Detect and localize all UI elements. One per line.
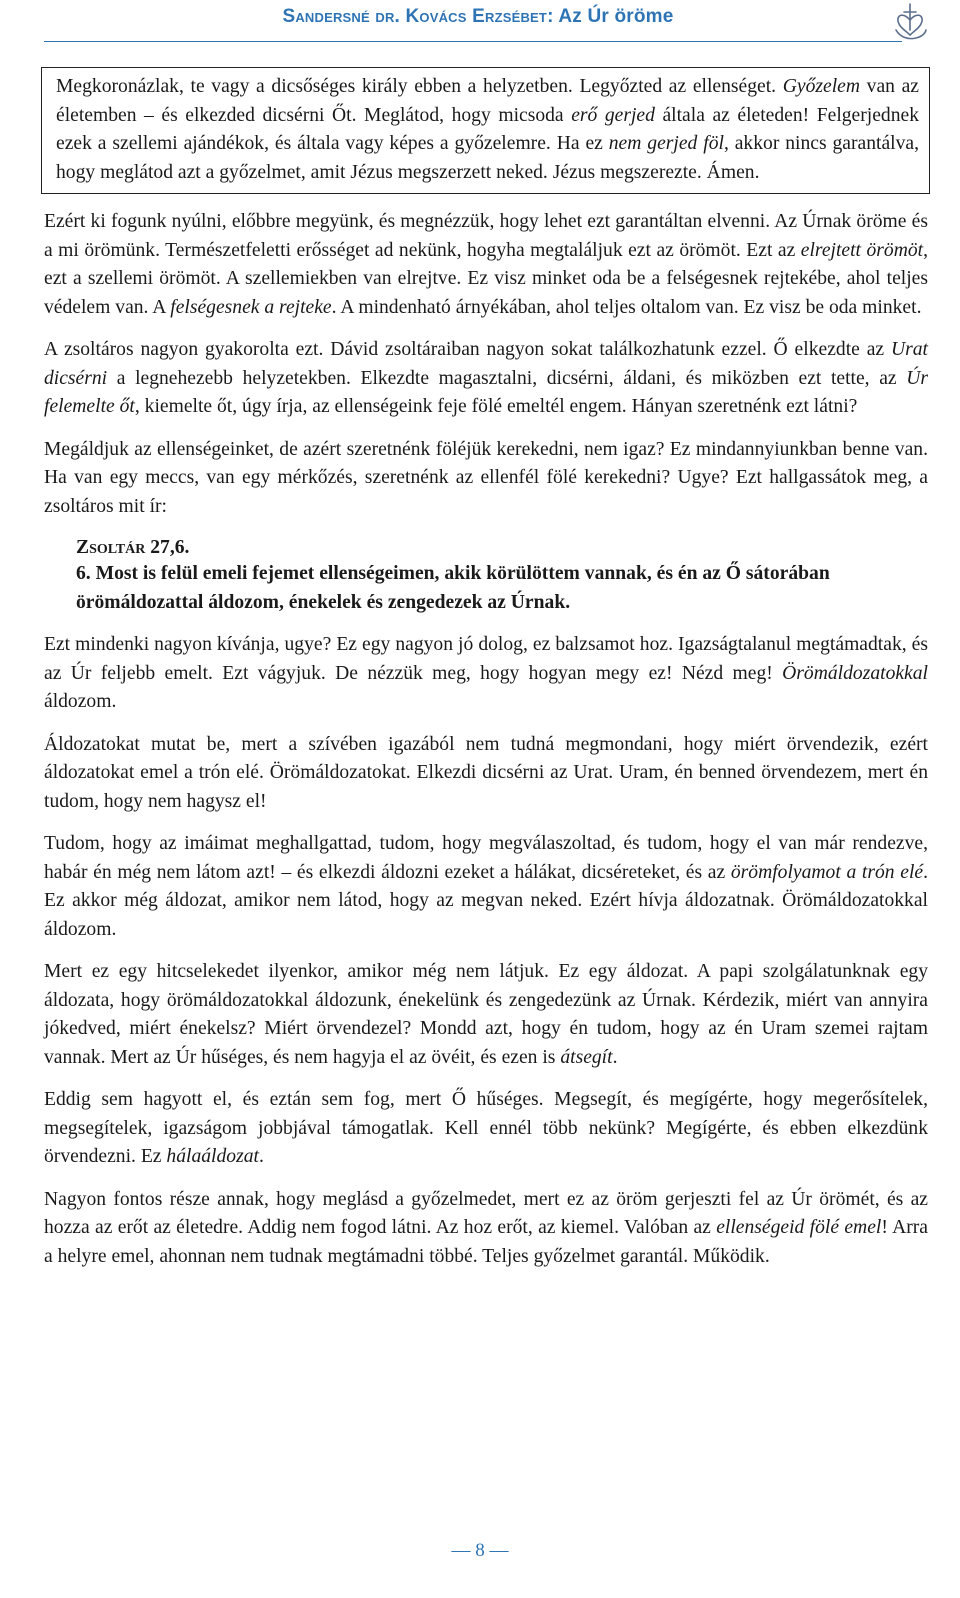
emphasis-run: erő gerjed	[571, 104, 655, 126]
text-run: ! Arra a helyre emel, ahonnan nem tudnak megtámadni többé. Teljes győzelmet garantál. Működik.	[44, 1217, 928, 1267]
text-run: Ezért ki fogunk nyúlni, előbbre megyünk, és megnézzük, hogy lehet ezt garantáltan elvenni. Az Úrnak öröme és a mi örömünk. Természetfeletti erősséget ad nekünk, hogyha megtaláljuk ezt az örömöt. Ezt az	[44, 211, 928, 261]
paragraph	[44, 336, 928, 422]
running-title	[258, 6, 698, 28]
text-run: Megáldjuk az ellenségeinket, de azért szeretnénk föléjük kerekedni, nem igaz? Ez mindannyiunkban benne van. Ha van egy meccs, van egy mérkőzés, szeretnénk az ellenfél fölé kerekedni? Ugye? Ezt hallgassátok meg, a zsoltáros mit ír:	[44, 438, 928, 517]
paragraph-group-1	[44, 208, 928, 521]
paragraph	[44, 1086, 928, 1172]
text-run: .	[612, 1046, 618, 1068]
emphasis-run: átsegít	[560, 1046, 613, 1068]
text-run: , kiemelte őt, úgy írja, az ellenségeink feje fölé emeltél engem. Hányan szeretnénk ezt látni?	[134, 396, 858, 417]
text-run: Mert ez egy hitcselekedet ilyenkor, amikor még nem látjuk. Ez egy áldozat. A papi szolgálatunknak egy áldozata, hogy örömáldozatokkal áldozunk, énekelünk és zengedezünk az Úrnak. Kérdezik, miért van annyira jókedved, miért énekelsz? Miért örvendezel? Mondd azt, hogy én tudom, hogy az én Uram szemei rajtam vannak. Mert az Úr hűséges, és nem hagyja el az övéit, és ezen is	[44, 961, 928, 1068]
emphasis-run: elrejtett örömöt	[800, 239, 924, 261]
paragraph	[44, 1186, 928, 1272]
emphasis-run: örömfolyamot a trón elé	[730, 861, 924, 883]
text-run: áldozom.	[44, 691, 117, 712]
paragraph	[44, 731, 928, 817]
text-run: Tudom, hogy az imáimat meghallgattad, tudom, hogy megválaszoltad, és tudom, hogy el van már rendezve, habár én még nem látom azt! – és elkezdi áldozni ezeket a hálákat, dicséreteket, és az	[44, 833, 928, 883]
text-run: Nagyon fontos része annak, hogy meglásd a győzelmedet, mert ez az öröm gerjeszti fel az Úr örömét, és az hozza az erőt az életedre. Addig nem fogod látni. Az hoz erőt, az kiemel. Valóban az	[44, 1188, 928, 1238]
page-header	[0, 0, 960, 52]
text-run: Megkoronázlak, te vagy a dicsőséges király ebben a helyzetben. Legyőzted az ellenséget.	[56, 76, 783, 97]
text-run: . A mindenható árnyékában, ahol teljes oltalom van. Ez visz be oda minket.	[331, 296, 922, 318]
scripture-reference-text: Zsoltár 27,6.	[76, 537, 190, 558]
paragraph	[44, 830, 928, 944]
text-run: .	[258, 1146, 264, 1167]
paragraph-group-2	[44, 631, 928, 1271]
emphasis-run: felségesnek a rejteke	[170, 296, 332, 318]
author-name: Sandersné dr. Kovács Erzsébet:	[282, 6, 554, 27]
emphasis-run: Úr felemelte őt	[44, 367, 928, 417]
boxed-paragraph	[41, 67, 930, 194]
text-run: , akkor nincs garantálva, hogy meglátod azt a győzelmet, amit Jézus megszerzett neked. Jézus megszerezte. Ámen.	[56, 133, 919, 183]
book-title: Az Úr öröme	[558, 6, 674, 27]
text-run: , ezt a szellemi örömöt. A szellemiekben van elrejtve. Ez visz minket oda be a felségesnek rejtekébe, ahol teljes védelem van. A	[44, 239, 928, 318]
boxed-paragraph-text	[56, 73, 929, 187]
cross-heart-hand-logo-icon	[890, 0, 930, 42]
paragraph	[44, 208, 928, 322]
emphasis-run: Örömáldozatokkal	[782, 662, 928, 684]
emphasis-run: nem gerjed föl	[608, 133, 724, 154]
text-run: A zsoltáros nagyon gyakorolta ezt. Dávid zsoltáraiban nagyon sokat találkozhatunk ezzel. Ő elkezdte az	[44, 339, 891, 360]
paragraph	[44, 631, 928, 717]
text-run: van az életemben – és elkezded dicsérni Őt. Meglátod, hogy micsoda	[56, 76, 919, 126]
text-run: . Ez akkor még áldozat, amikor nem látod, hogy az megvan neked. Ezért hívja áldozatnak. Örömáldozatokkal áldozom.	[44, 861, 928, 940]
paragraph	[44, 436, 928, 522]
text-run: Ezt mindenki nagyon kívánja, ugye? Ez egy nagyon jó dolog, ez balzsamot hoz. Igazságtalanul megtámadtak, és az Úr feljebb emelt. Ezt vágyjuk. De nézzük meg, hogy hogyan megy ez! Nézd meg!	[44, 634, 928, 684]
emphasis-run: hálaáldozat	[166, 1146, 259, 1167]
scripture-reference	[44, 537, 928, 559]
header-divider	[44, 41, 902, 42]
scripture-quote: 6. Most is felül emeli fejemet ellenségeimen, akik körülöttem vannak, és én az Ő sátorában örömáldozattal áldozom, énekelek és zengedezek az Úrnak.	[76, 563, 830, 613]
paragraph	[44, 958, 928, 1072]
text-run: Eddig sem hagyott el, és eztán sem fog, mert Ő hűséges. Megsegít, és megígérte, hogy megerősítelek, megsegítelek, igazságom jobbjával támogatlak. Kell ennél több nekünk? Megígérte, és ebben elkezdünk örvendezni. Ez	[44, 1089, 928, 1167]
emphasis-run: Urat dicsérni	[44, 339, 928, 389]
page-number: — 8 —	[451, 1540, 509, 1561]
text-run: a legnehezebb helyzetekben. Elkezdte magasztalni, dicsérni, áldani, és miközben ezt tette, az	[107, 367, 907, 389]
document-body	[44, 67, 928, 1271]
emphasis-run: Győzelem	[782, 76, 860, 97]
text-run: általa az életeden! Felgerjednek ezek a szellemi ajándékok, és általa vagy képes a győzelemre. Ha ez	[56, 104, 920, 154]
text-run: Áldozatokat mutat be, mert a szívében igazából nem tudná megmondani, hogy miért örvendezik, ezért áldozatokat emel a trón elé. Örömáldozatokat. Elkezdi dicsérni az Urat. Uram, én benned örvendezem, mert én tudom, hogy nem hagysz el!	[44, 733, 928, 812]
emphasis-run: ellenségeid fölé emel	[716, 1217, 882, 1238]
